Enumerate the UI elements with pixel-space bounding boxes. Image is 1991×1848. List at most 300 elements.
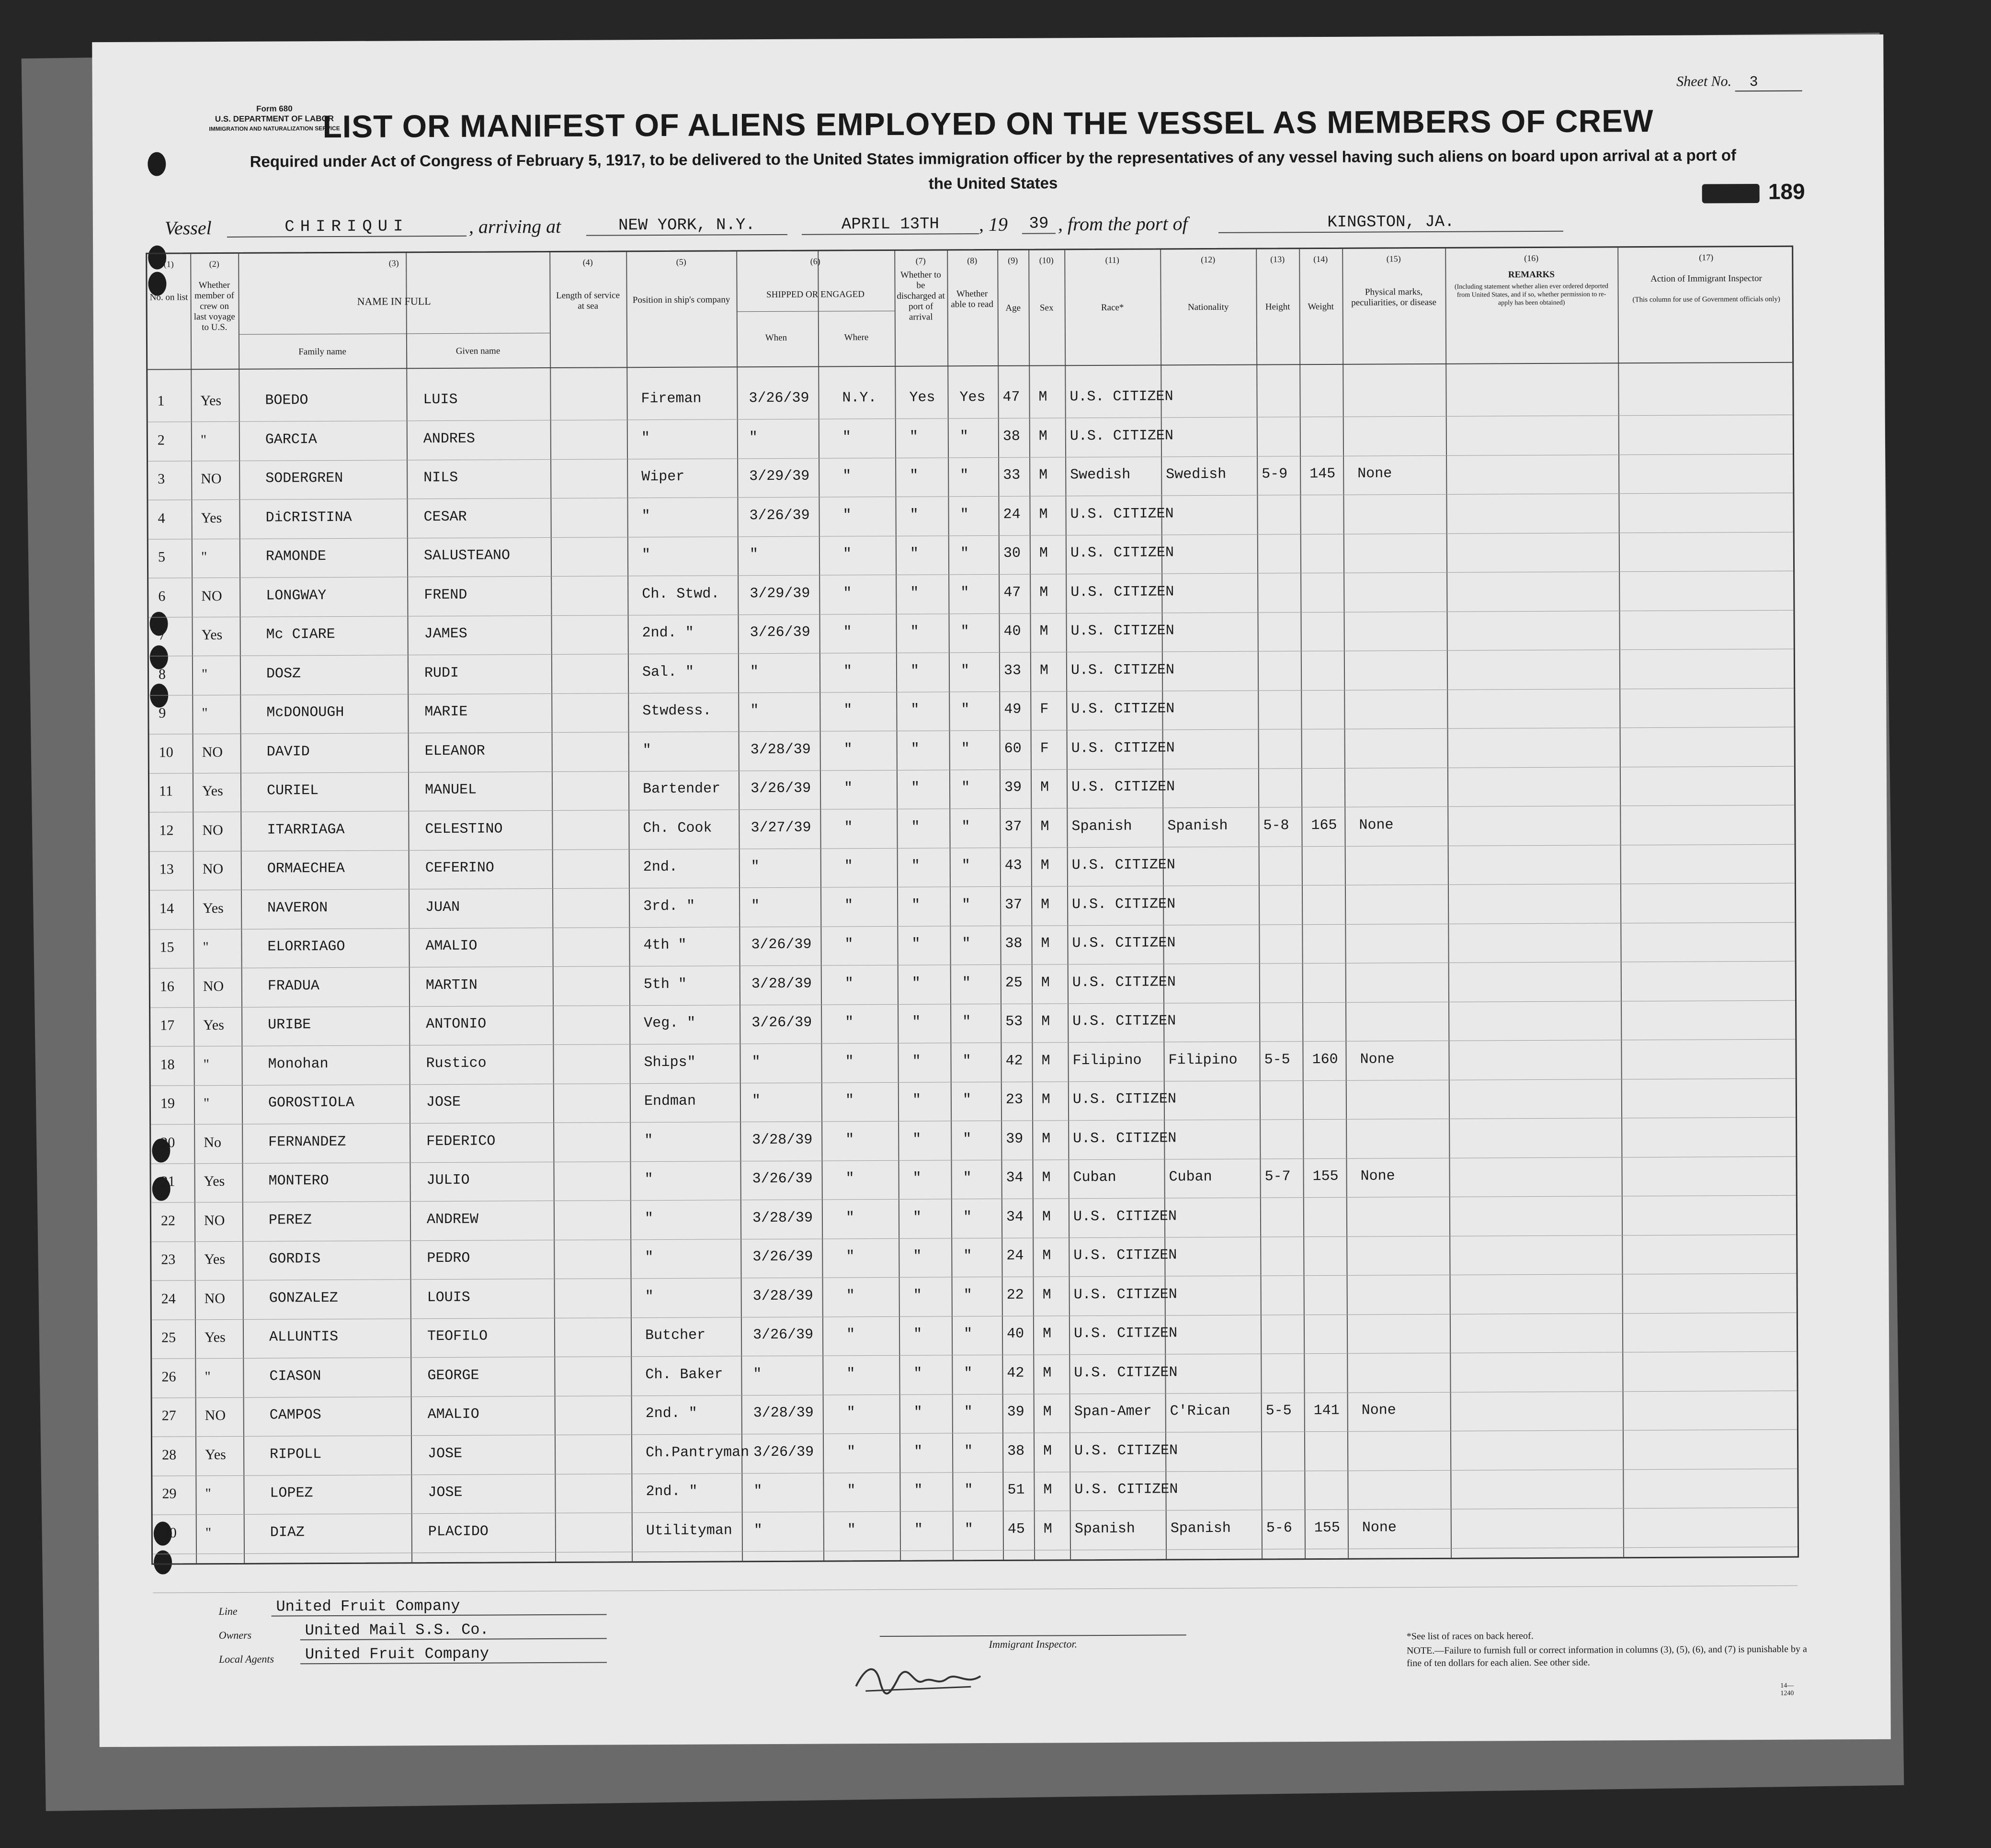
cell-family-name: ORMAECHEA [267, 860, 345, 877]
cell-age: 22 [1006, 1287, 1024, 1304]
cell-family-name: Monohan [268, 1055, 329, 1073]
penalty-note: NOTE.—Failure to furnish full or correct information in columns (3), (5), (6), and (7) is punishable by a fine of ten dollars for each alien. See other side. [1406, 1644, 1807, 1669]
column-number: (11) [1105, 255, 1119, 265]
cell-shipped-when: " [749, 546, 759, 563]
cell-discharged: " [913, 1365, 922, 1382]
column-number: (16) [1524, 253, 1539, 263]
cell-position: Endman [644, 1093, 696, 1110]
cell-shipped-when: 3/28/39 [752, 1210, 813, 1226]
cell-last-voyage: " [203, 939, 209, 955]
header-able-to-read: Whether able to read [951, 289, 994, 310]
cell-sex: M [1043, 1520, 1052, 1538]
cell-sex: M [1039, 623, 1048, 640]
cell-age: 43 [1004, 857, 1022, 874]
table-row [149, 727, 1797, 773]
cell-last-voyage: " [205, 1485, 211, 1502]
cell-sex: M [1039, 506, 1048, 523]
cell-race: Spanish [1071, 818, 1132, 835]
cell-shipped-where: " [846, 1326, 855, 1343]
cell-discharged: " [910, 507, 919, 523]
cell-race: Span-Amer [1074, 1403, 1152, 1420]
cell-height: 5-5 [1264, 1051, 1290, 1068]
cell-list-number: 8 [158, 666, 166, 682]
table-row [151, 1157, 1798, 1202]
cell-last-voyage: " [201, 549, 207, 565]
cell-sex: M [1043, 1442, 1052, 1460]
cell-race: U.S. CITIZEN [1070, 661, 1175, 679]
cell-able-to-read: " [964, 1404, 973, 1421]
cell-age: 23 [1005, 1091, 1023, 1108]
cell-sex: M [1040, 818, 1049, 835]
column-number: (1) [163, 259, 174, 269]
cell-last-voyage: NO [204, 1290, 226, 1306]
cell-age: 45 [1007, 1521, 1025, 1538]
cell-able-to-read: " [963, 1248, 972, 1265]
cell-position: 3rd. " [643, 898, 695, 915]
cell-race: U.S. CITIZEN [1073, 1325, 1178, 1342]
cell-discharged: " [909, 429, 918, 445]
cell-given-name: JOSE [428, 1445, 463, 1462]
cell-list-number: 21 [160, 1173, 175, 1190]
cell-race: U.S. CITIZEN [1074, 1481, 1178, 1498]
redaction-blot [1702, 184, 1760, 204]
table-row [148, 533, 1796, 578]
cell-sex: M [1039, 545, 1048, 562]
cell-sex: F [1040, 740, 1049, 757]
cell-race: U.S. CITIZEN [1072, 974, 1176, 991]
cell-family-name: LOPEZ [270, 1485, 313, 1502]
cell-shipped-where: " [845, 1092, 854, 1109]
table-row [152, 1391, 1800, 1437]
cell-able-to-read: " [962, 1053, 971, 1069]
cell-position: Ch. Stwd. [642, 585, 720, 602]
cell-able-to-read: " [960, 662, 970, 679]
table-row [152, 1274, 1799, 1319]
cell-shipped-when: " [753, 1522, 762, 1539]
cell-last-voyage: Yes [203, 900, 224, 916]
cell-list-number: 17 [160, 1017, 175, 1033]
cell-able-to-read: " [963, 1170, 972, 1187]
cell-race: U.S. CITIZEN [1070, 505, 1174, 522]
cell-race: U.S. CITIZEN [1072, 1013, 1176, 1030]
header-race: Race* [1101, 302, 1124, 313]
cell-able-to-read: " [961, 702, 970, 718]
cell-shipped-where: " [843, 663, 853, 680]
cell-last-voyage: No [204, 1134, 222, 1150]
cell-race: U.S. CITIZEN [1069, 427, 1173, 444]
cell-given-name: PEDRO [427, 1250, 470, 1267]
cell-last-voyage: Yes [204, 1329, 226, 1346]
cell-age: 42 [1005, 1053, 1023, 1069]
cell-sex: M [1042, 1286, 1051, 1304]
cell-position: Ch. Cook [643, 820, 712, 837]
header-inspector-action: Action of Immigrant Inspector [1650, 273, 1762, 284]
header-discharged: Whether to be discharged at port of arrival [897, 270, 945, 322]
cell-sex: M [1042, 1130, 1051, 1147]
cell-list-number: 28 [162, 1446, 177, 1463]
cell-sex: M [1038, 428, 1047, 445]
cell-position: Sal. " [642, 664, 694, 680]
cell-list-number: 2 [157, 432, 165, 448]
cell-shipped-when: 3/26/39 [751, 1014, 812, 1032]
cell-shipped-when: 3/26/39 [750, 624, 810, 641]
cell-list-number: 15 [159, 939, 174, 955]
cell-list-number: 11 [159, 783, 173, 799]
cell-shipped-when: " [750, 703, 759, 719]
cell-given-name: LUIS [423, 391, 458, 408]
cell-physical-marks: None [1360, 1168, 1395, 1185]
cell-position: " [645, 1249, 654, 1266]
header-remarks-note: (Including statement whether alien ever ordered deported from United States, and if so, whether permission to re-apply has been obtained) [1454, 283, 1609, 307]
cell-discharged: " [911, 975, 921, 992]
cell-family-name: MONTERO [268, 1173, 329, 1190]
cell-position: 2nd. " [642, 624, 694, 642]
cell-family-name: DiCRISTINA [265, 509, 352, 526]
cell-list-number: 27 [161, 1407, 176, 1424]
cell-given-name: ANTONIO [426, 1016, 487, 1033]
cell-given-name: FREND [424, 587, 467, 603]
cell-list-number: 3 [158, 471, 165, 487]
cell-age: 42 [1007, 1365, 1024, 1382]
cell-position: 4th " [643, 937, 687, 954]
header-sex: Sex [1039, 303, 1054, 313]
cell-discharged: " [912, 1053, 921, 1070]
cell-discharged: " [911, 858, 920, 874]
cell-physical-marks: None [1360, 1051, 1395, 1068]
cell-given-name: ELEANOR [424, 743, 485, 760]
cell-last-voyage: Yes [203, 1017, 224, 1033]
table-row [148, 376, 1795, 422]
cell-discharged: " [911, 897, 921, 914]
column-number: (15) [1386, 254, 1401, 264]
cell-list-number: 24 [161, 1290, 176, 1307]
cell-sex: M [1041, 1013, 1050, 1030]
cell-age: 25 [1005, 975, 1023, 991]
inspector-label: Immigrant Inspector. [880, 1634, 1186, 1651]
form-code: 14—1240 [1780, 1682, 1794, 1697]
cell-list-number: 7 [158, 627, 166, 643]
cell-able-to-read: " [964, 1521, 973, 1538]
cell-shipped-where: N.Y. [842, 390, 877, 407]
cell-family-name: GORDIS [269, 1251, 321, 1268]
cell-able-to-read: " [961, 780, 970, 796]
cell-family-name: DIAZ [270, 1524, 305, 1541]
column-number: (9) [1008, 255, 1018, 265]
cell-list-number: 12 [159, 822, 174, 839]
cell-list-number: 18 [160, 1056, 175, 1073]
cell-shipped-where: " [847, 1443, 856, 1460]
cell-position: 2nd. [643, 859, 678, 876]
cell-given-name: NILS [423, 469, 458, 487]
cell-shipped-where: " [845, 1131, 854, 1148]
cell-last-voyage: Yes [201, 627, 223, 643]
cell-age: 37 [1005, 896, 1023, 913]
cell-discharged: " [910, 467, 919, 484]
cell-shipped-when: " [751, 897, 760, 914]
cell-shipped-where: " [845, 1170, 854, 1187]
cell-physical-marks: None [1361, 1402, 1396, 1419]
cell-family-name: GONZALEZ [269, 1290, 338, 1307]
cell-shipped-when: 3/28/39 [752, 1288, 813, 1304]
cell-weight: 155 [1312, 1168, 1339, 1185]
cell-race: U.S. CITIZEN [1073, 1247, 1177, 1264]
cell-shipped-where: " [846, 1248, 855, 1265]
cell-discharged: " [911, 936, 921, 952]
cell-discharged: " [910, 585, 919, 601]
cell-shipped-where: " [844, 897, 853, 914]
cell-list-number: 9 [159, 705, 166, 721]
cell-age: 33 [1003, 467, 1021, 484]
cell-shipped-where: " [846, 1365, 855, 1382]
punch-hole [148, 152, 166, 176]
cell-position: Stwdess. [642, 703, 712, 720]
cell-list-number: 4 [158, 510, 165, 526]
cell-sex: M [1039, 584, 1048, 601]
cell-last-voyage: NO [205, 1407, 226, 1424]
column-number: (4) [582, 257, 593, 267]
cell-age: 47 [1003, 584, 1021, 601]
vessel-name: CHIRIQUI [227, 217, 466, 238]
cell-height: 5-8 [1263, 817, 1289, 834]
cell-discharged: Yes [909, 389, 935, 406]
cell-list-number: 23 [161, 1251, 176, 1268]
cell-discharged: " [912, 1131, 922, 1148]
line-value: United Fruit Company [271, 1597, 606, 1617]
race-note: *See list of races on back hereof. [1406, 1631, 1534, 1642]
column-number: (8) [967, 256, 978, 266]
table-row [152, 1352, 1799, 1397]
cell-race: U.S. CITIZEN [1069, 388, 1173, 406]
cell-list-number: 30 [162, 1524, 177, 1541]
cell-given-name: MARTIN [425, 977, 478, 994]
cell-position: " [644, 1132, 653, 1149]
cell-list-number: 10 [159, 744, 173, 760]
cell-discharged: " [914, 1482, 923, 1499]
cell-shipped-where: " [844, 819, 853, 836]
cell-race: Spanish [1074, 1520, 1135, 1537]
cell-able-to-read: " [964, 1482, 973, 1499]
cell-age: 51 [1007, 1482, 1025, 1498]
cell-given-name: JUAN [425, 899, 460, 916]
cell-given-name: LOUIS [427, 1289, 470, 1306]
cell-given-name: TEOFILO [427, 1328, 488, 1345]
cell-given-name: CESAR [423, 509, 467, 525]
cell-family-name: URIBE [268, 1017, 311, 1033]
from-port-label: , from the port of [1058, 213, 1188, 235]
cell-sex: M [1041, 935, 1050, 952]
cell-list-number: 13 [159, 861, 174, 877]
cell-nationality: Cuban [1169, 1168, 1212, 1186]
cell-shipped-when: 3/26/39 [750, 780, 811, 797]
table-row [151, 1235, 1799, 1281]
cell-last-voyage: NO [204, 1212, 225, 1228]
vessel-line [165, 210, 1745, 245]
cell-shipped-where: " [847, 1483, 856, 1499]
arriving-label: , arriving at [468, 215, 561, 238]
table-row [151, 1118, 1798, 1163]
cell-sex: M [1043, 1482, 1052, 1498]
footer [218, 1587, 1807, 1737]
header-nationality: Nationality [1187, 302, 1229, 313]
service-name: IMMIGRATION AND NATURALIZATION SERVICE [209, 125, 340, 133]
cell-able-to-read: " [963, 1131, 972, 1147]
crew-manifest-table [146, 246, 1799, 1565]
table-row [148, 493, 1796, 539]
column-number: (6) [810, 256, 820, 266]
arrival-date: APRIL 13TH [802, 215, 979, 235]
cell-position: " [644, 1210, 654, 1227]
cell-age: 53 [1005, 1013, 1023, 1030]
cell-family-name: DOSZ [266, 665, 301, 682]
cell-family-name: NAVERON [267, 899, 328, 917]
cell-able-to-read: " [962, 1014, 971, 1031]
cell-given-name: AMALIO [425, 938, 478, 955]
table-row [148, 571, 1796, 617]
cell-able-to-read: " [963, 1287, 972, 1304]
owners-value: United Mail S.S. Co. [300, 1621, 607, 1641]
cell-race: U.S. CITIZEN [1072, 896, 1176, 913]
cell-age: 38 [1005, 935, 1023, 952]
cell-age: 40 [1003, 623, 1021, 640]
cell-family-name: FERNANDEZ [268, 1134, 346, 1151]
cell-sex: M [1043, 1364, 1052, 1382]
header-physical-marks: Physical marks, peculiarities, or disease [1351, 287, 1437, 308]
header-shipped-engaged: SHIPPED OR ENGAGED [766, 289, 865, 300]
cell-given-name: FEDERICO [426, 1133, 496, 1150]
cell-shipped-when: 3/26/39 [753, 1444, 814, 1461]
agents-label: Local Agents [218, 1653, 274, 1666]
manifest-page [92, 34, 1890, 1747]
cell-list-number: 26 [161, 1368, 176, 1385]
cell-able-to-read: " [960, 624, 969, 640]
cell-given-name: JULIO [426, 1172, 470, 1189]
cell-able-to-read: " [961, 740, 970, 757]
cell-last-voyage: " [205, 1368, 211, 1384]
cell-race: U.S. CITIZEN [1071, 701, 1175, 718]
cell-race: Filipino [1072, 1052, 1142, 1069]
cell-family-name: ITARRIAGA [267, 821, 345, 839]
column-number: (7) [915, 256, 926, 266]
cell-given-name: ANDREW [426, 1211, 479, 1228]
cell-family-name: ELORRIAGO [267, 938, 345, 955]
cell-shipped-where: " [846, 1287, 855, 1304]
column-number: (13) [1270, 254, 1285, 264]
cell-shipped-where: " [843, 702, 853, 719]
cell-age: 24 [1003, 506, 1021, 523]
cell-last-voyage: " [203, 1095, 210, 1111]
cell-shipped-when: " [749, 429, 758, 446]
owners-label: Owners [218, 1629, 252, 1642]
column-number: (12) [1201, 254, 1216, 265]
header-when: When [765, 332, 787, 343]
cell-nationality: Spanish [1170, 1520, 1231, 1537]
cell-last-voyage: NO [201, 588, 222, 604]
cell-given-name: CELESTINO [425, 820, 503, 838]
cell-family-name: RIPOLL [270, 1446, 322, 1463]
cell-sex: M [1043, 1404, 1052, 1420]
cell-given-name: Rustico [426, 1055, 487, 1072]
page-title: LIST OR MANIFEST OF ALIENS EMPLOYED ON THE VESSEL AS MEMBERS OF CREW [322, 102, 1654, 145]
cell-shipped-where: " [845, 1014, 854, 1031]
cell-given-name: CEFERINO [425, 860, 494, 877]
cell-shipped-when: 3/29/39 [750, 585, 810, 602]
cell-age: 34 [1006, 1169, 1024, 1186]
cell-physical-marks: None [1359, 816, 1394, 834]
cell-shipped-when: 3/28/39 [753, 1405, 814, 1422]
cell-position: Ships" [644, 1054, 696, 1071]
cell-list-number: 1 [157, 393, 165, 409]
cell-given-name: SALUSTEANO [423, 547, 511, 565]
header-age: Age [1005, 303, 1021, 313]
cell-last-voyage: NO [202, 744, 223, 760]
cell-last-voyage: " [203, 1056, 209, 1072]
cell-sex: M [1041, 1052, 1050, 1069]
cell-shipped-where: " [844, 858, 853, 875]
table-row [149, 689, 1797, 734]
cell-discharged: " [910, 545, 919, 562]
cell-family-name: RAMONDE [265, 548, 327, 565]
cell-given-name: MANUEL [424, 782, 477, 799]
header-service-length: Length of service at sea [556, 290, 620, 311]
header-weight: Weight [1308, 301, 1334, 312]
cell-able-to-read: " [962, 975, 971, 991]
cell-family-name: DAVID [266, 743, 310, 760]
cell-sex: M [1039, 662, 1049, 679]
cell-weight: 145 [1309, 465, 1336, 483]
cell-weight: 160 [1312, 1051, 1338, 1068]
cell-sex: M [1039, 467, 1048, 484]
cell-position: Butcher [645, 1327, 706, 1344]
stamp-number: 189 [1768, 179, 1805, 204]
cell-shipped-when: " [751, 1093, 761, 1110]
cell-given-name: PLACIDO [428, 1523, 489, 1540]
cell-weight: 165 [1311, 817, 1337, 834]
cell-list-number: 20 [160, 1134, 175, 1151]
cell-family-name: CAMPOS [269, 1407, 321, 1424]
table-row [150, 923, 1798, 968]
cell-race: U.S. CITIZEN [1070, 623, 1174, 640]
stamp [1702, 179, 1805, 205]
cell-list-number: 25 [161, 1329, 176, 1346]
inspector-signature [846, 1657, 1000, 1701]
cell-discharged: " [913, 1326, 922, 1343]
cell-family-name: SODERGREN [265, 470, 343, 487]
cell-height: 5-6 [1266, 1519, 1292, 1537]
cell-shipped-when: " [751, 859, 760, 875]
header-remarks: REMARKS [1508, 269, 1555, 280]
cell-position: 2nd. " [645, 1405, 697, 1422]
cell-discharged: " [914, 1521, 923, 1538]
cell-able-to-read: " [960, 506, 969, 523]
cell-weight: 155 [1314, 1519, 1340, 1536]
cell-shipped-when: " [753, 1483, 762, 1500]
cell-sex: M [1042, 1326, 1052, 1342]
department-name: U.S. DEPARTMENT OF LABOR [215, 113, 334, 124]
table-row [148, 611, 1796, 656]
cell-nationality: Spanish [1167, 817, 1228, 834]
cell-family-name: BOEDO [265, 392, 308, 409]
table-row [152, 1469, 1800, 1515]
table-row [150, 845, 1798, 890]
cell-given-name: GEORGE [427, 1367, 479, 1384]
cell-shipped-when: 3/26/39 [751, 936, 812, 953]
cell-able-to-read: Yes [959, 389, 986, 406]
cell-sex: M [1042, 1247, 1051, 1264]
column-number: (3) [388, 258, 399, 268]
cell-shipped-when: 3/28/39 [750, 741, 811, 758]
cell-sex: M [1041, 896, 1050, 913]
cell-age: 40 [1006, 1326, 1024, 1342]
